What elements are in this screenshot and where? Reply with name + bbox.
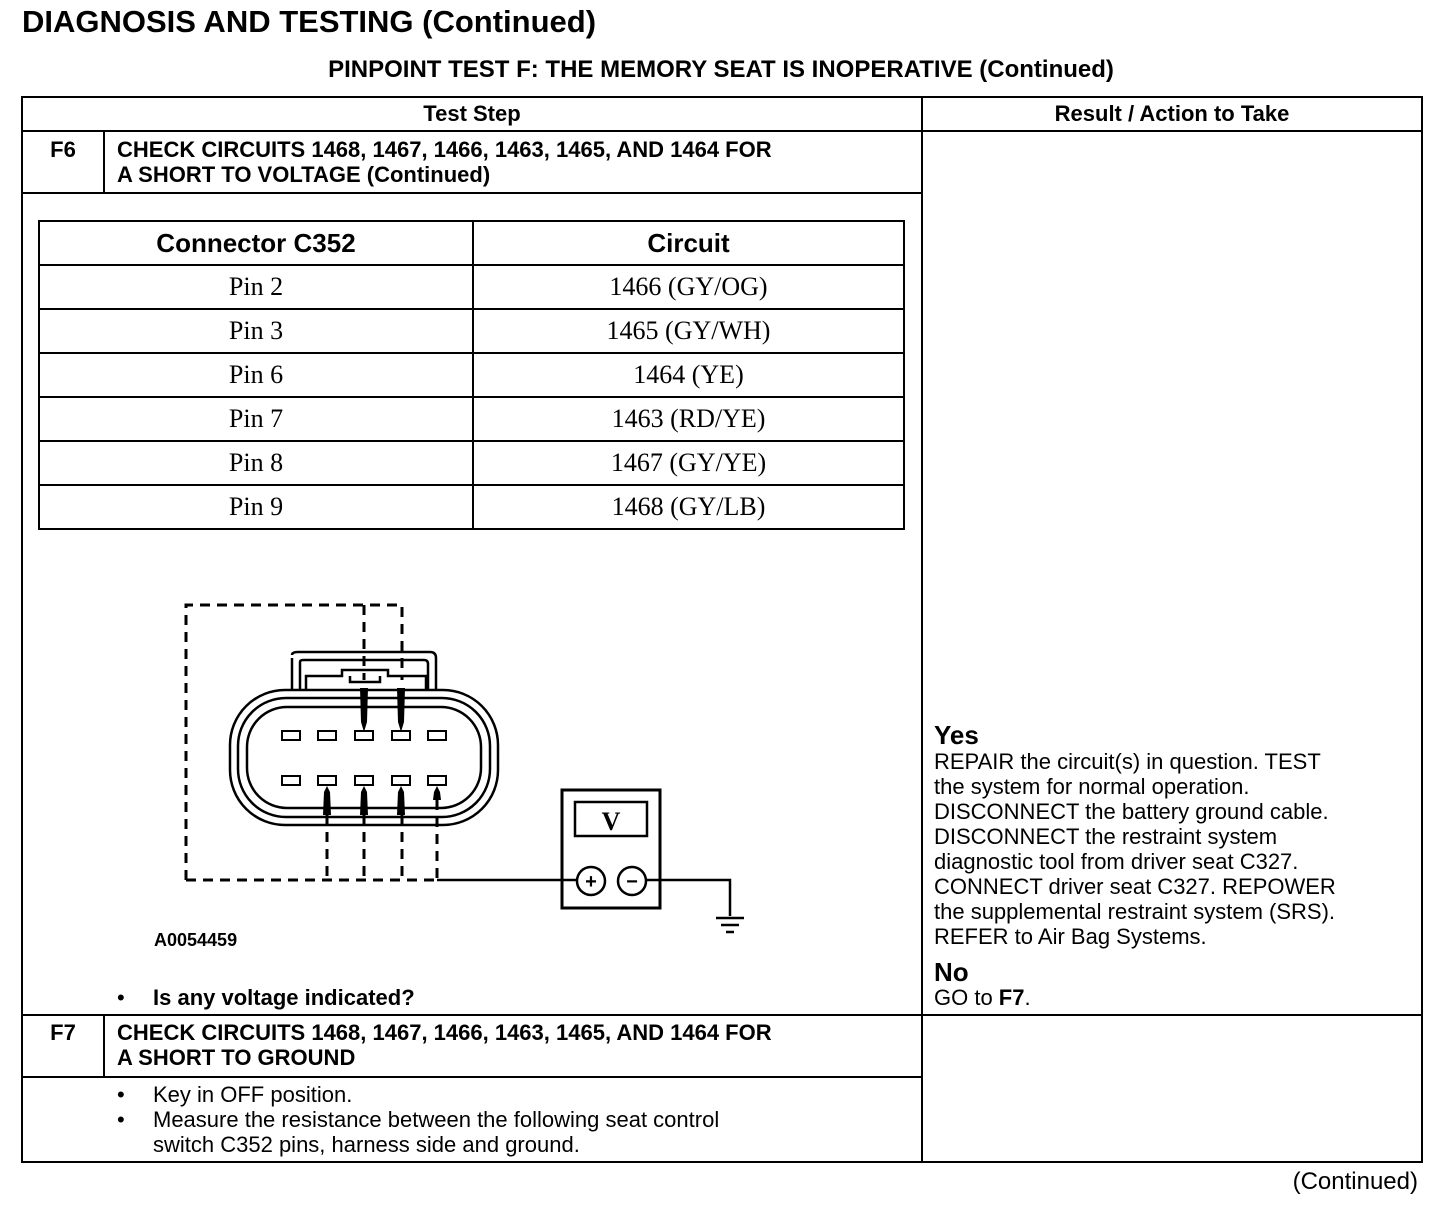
- pin-cell: Pin 2: [39, 265, 473, 309]
- result-yes-text: REPAIR the circuit(s) in question. TEST the system for normal operation. DISCONNECT the battery ground cable. DISCONNECT the restraint system diagnostic tool from driver seat C327. CONNECT driver seat C327. REPOWER the supplemental restraint system (SRS). REFER to Air Bag Systems.: [934, 749, 1336, 949]
- circuit-cell: 1468 (GY/LB): [473, 485, 904, 529]
- table-row: [39, 309, 904, 353]
- plus-terminal-icon: +: [585, 871, 597, 893]
- pin-table-header-circuit: Circuit: [473, 221, 904, 265]
- step-f7-title: CHECK CIRCUITS 1468, 1467, 1466, 1463, 1465, AND 1464 FOR A SHORT TO GROUND: [117, 1020, 772, 1070]
- circuit-cell: 1466 (GY/OG): [473, 265, 904, 309]
- pin-cell: Pin 3: [39, 309, 473, 353]
- pinpoint-test-title: PINPOINT TEST F: THE MEMORY SEAT IS INOPERATIVE (Continued): [328, 56, 1114, 83]
- circuit-cell: 1464 (YE): [473, 353, 904, 397]
- pin-cell: Pin 8: [39, 441, 473, 485]
- pin-table-header-connector: Connector C352: [39, 221, 473, 265]
- ground-icon: [716, 918, 744, 932]
- step-f6-title: CHECK CIRCUITS 1468, 1467, 1466, 1463, 1465, AND 1464 FOR A SHORT TO VOLTAGE (Continued): [117, 137, 772, 187]
- step-f6-id: F6: [50, 137, 76, 162]
- connector-voltmeter-diagram: [150, 590, 770, 940]
- header-test-step: Test Step: [423, 101, 521, 126]
- result-no-text: GO to F7.: [934, 985, 1031, 1010]
- voltmeter-symbol: V: [601, 807, 621, 836]
- step-f7-id: F7: [50, 1020, 76, 1045]
- circuit-cell: 1465 (GY/WH): [473, 309, 904, 353]
- table-row: [39, 485, 904, 529]
- table-row: [39, 397, 904, 441]
- f6-question: • Is any voltage indicated?: [117, 985, 415, 1010]
- pin-table-header-row: [39, 221, 904, 265]
- page-title: DIAGNOSIS AND TESTING (Continued): [22, 4, 597, 39]
- goto-f7-link[interactable]: F7: [998, 985, 1025, 1010]
- result-no-label: No: [934, 957, 969, 987]
- pin-cell: Pin 6: [39, 353, 473, 397]
- dashed-probe-wires: [186, 605, 437, 880]
- table-row: [39, 441, 904, 485]
- header-result-action: Result / Action to Take: [1054, 101, 1290, 126]
- table-row: [39, 265, 904, 309]
- continued-note: (Continued): [1292, 1168, 1418, 1195]
- circuit-cell: 1463 (RD/YE): [473, 397, 904, 441]
- list-item: • Key in OFF position.: [117, 1082, 353, 1107]
- pin-cell: Pin 9: [39, 485, 473, 529]
- pin-cavities: [282, 731, 446, 785]
- figure-id: A0054459: [154, 930, 238, 950]
- result-yes-label: Yes: [934, 720, 979, 750]
- circuit-cell: 1467 (GY/YE): [473, 441, 904, 485]
- pin-cell: Pin 7: [39, 397, 473, 441]
- list-item: • Measure the resistance between the following seat control: [117, 1107, 720, 1132]
- f7-instructions: [117, 1082, 719, 1157]
- minus-terminal-icon: −: [626, 871, 638, 893]
- table-row: [39, 353, 904, 397]
- connector-pin-table: [38, 220, 905, 530]
- list-item-continuation: switch C352 pins, harness side and ground.: [153, 1132, 580, 1157]
